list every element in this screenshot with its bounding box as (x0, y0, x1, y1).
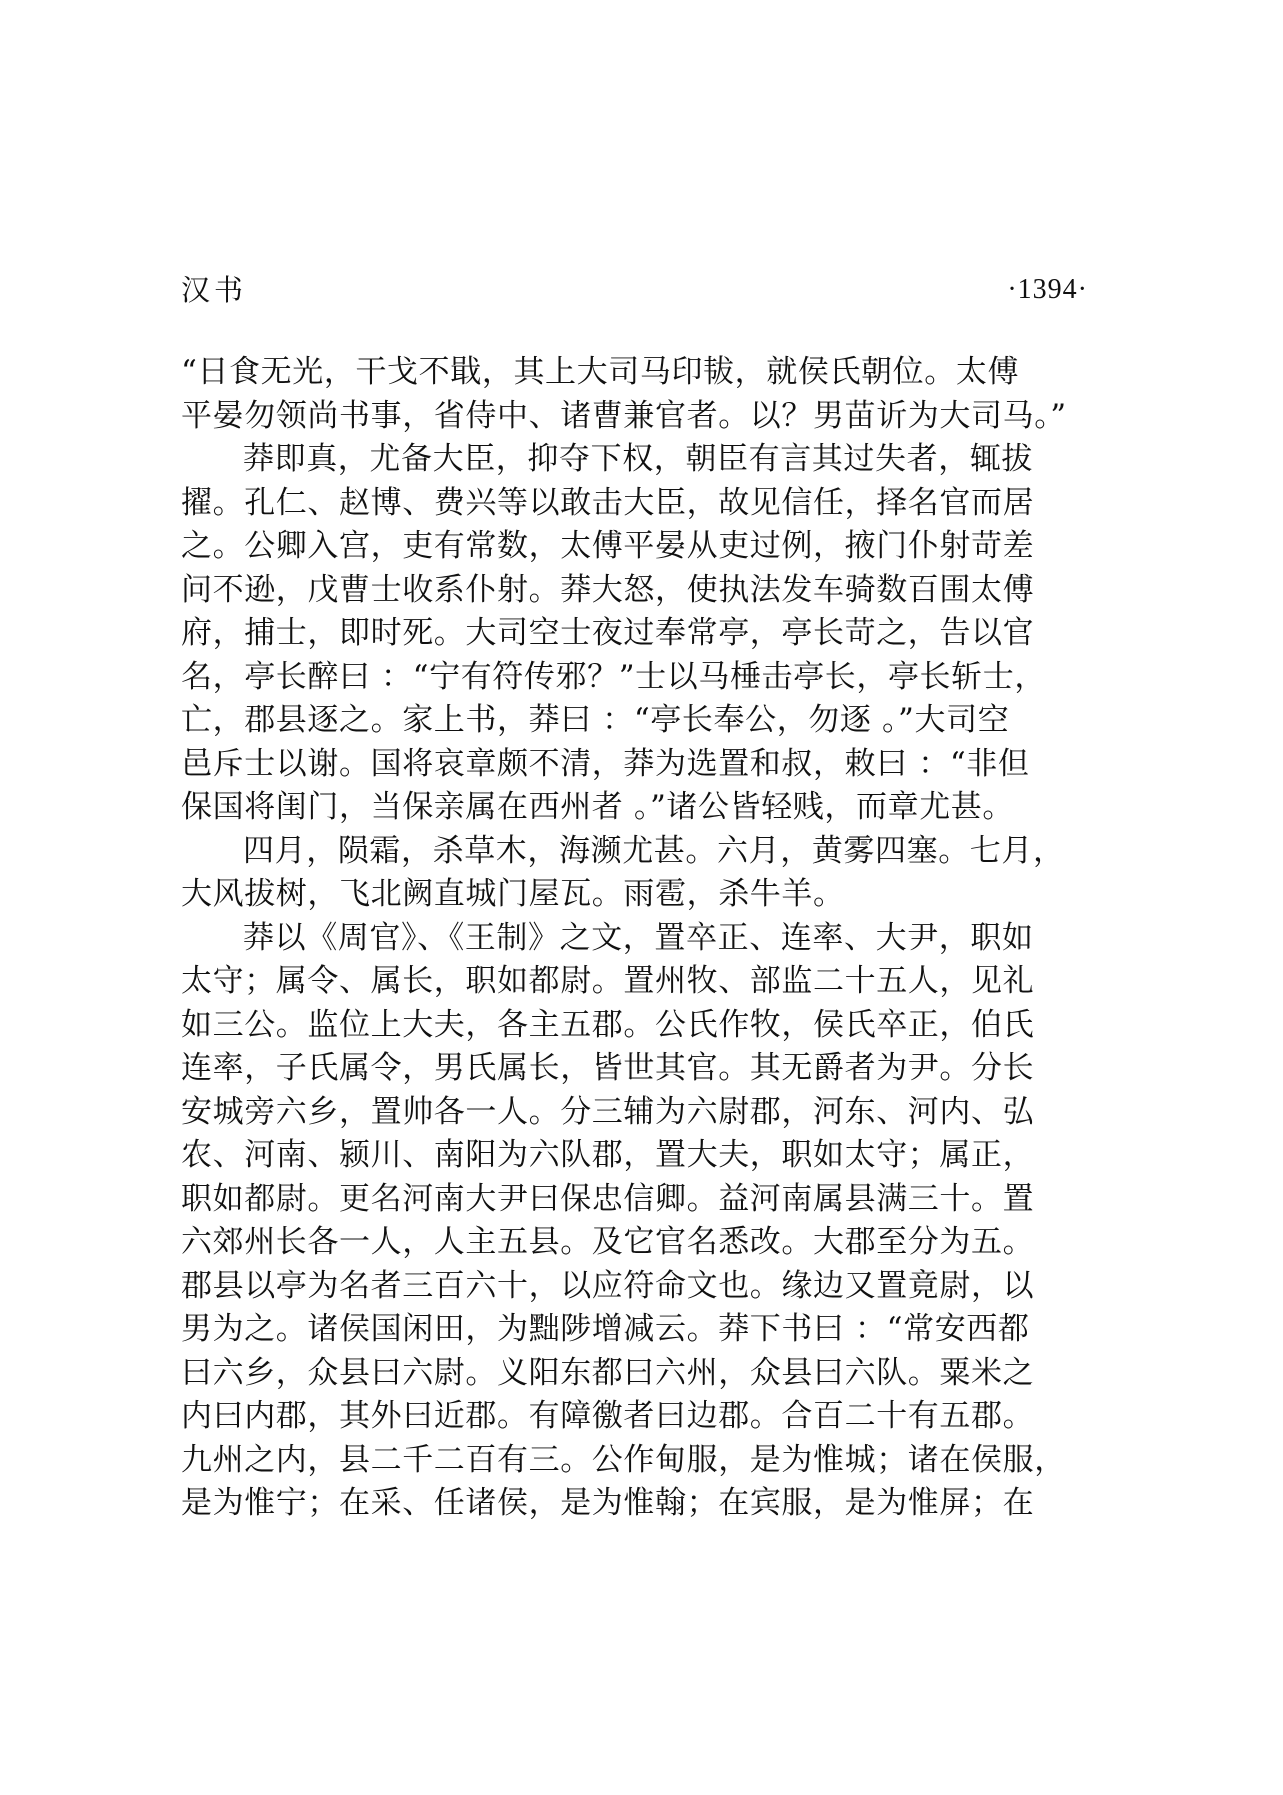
text-line: 太守；属令、属长，职如都尉。置州牧、部监二十五人，见礼 (181, 963, 1035, 999)
text-line: 如三公。监位上大夫，各主五郡。公氏作牧，侯氏卒正，伯氏 (181, 1006, 1035, 1043)
text-line: 内曰内郡，其外曰近郡。有障徼者曰边郡。合百二十有五郡。 (181, 1398, 1035, 1434)
text-line: 名，亭长醉曰 ：“宁有符传邪？”士以马棰击亭长，亭长斩士， (181, 658, 1046, 695)
text-line: “日食无光，干戈不戢，其上大司马印韨，就侯氏朝位。太傅 (181, 354, 1020, 390)
book-title: 汉书 (181, 273, 248, 307)
text-line: 连率，子氏属令，男氏属长，皆世其官。其无爵者为尹。分长 (181, 1050, 1035, 1086)
text-line: 四月，陨霜，杀草木，海濒尤甚。六月，黄雾四塞。七月， (243, 832, 1065, 869)
text-line: 农、河南、颍川、南阳为六队郡，置大夫，职如太守；属正， (181, 1137, 1035, 1173)
running-head (181, 270, 1088, 310)
text-line: 男为之。诸侯国闲田，为黜陟增减云。莽下书曰 ：“常安西都 (181, 1311, 1030, 1347)
text-line: 曰六乡，众县曰六尉。义阳东都曰六州，众县曰六队。粟米之 (181, 1354, 1035, 1391)
text-line: 问不逊，戊曹士收系仆射。莽大怒，使执法发车骑数百围太傅 (181, 571, 1035, 608)
text-line: 九州之内，县二千二百有三。公作甸服，是为惟城；诸在侯服， (181, 1441, 1066, 1478)
text-line: 职如都尉。更名河南大尹曰保忠信卿。益河南属县满三十。置 (181, 1180, 1035, 1217)
text-line: 平晏勿领尚书事，省侍中、诸曹兼官者。以？男苗䜣为大司马。” (181, 397, 1067, 434)
text-line: 六郊州长各一人，人主五县。及它官名悉改。大郡至分为五。 (181, 1224, 1035, 1260)
text-line: 莽以《周官》、《王制》之文，置卒正、连率、大尹，职如 (243, 919, 1034, 956)
text-line: 是为惟宁；在采、任诸侯，是为惟翰；在宾服，是为惟屏；在 (181, 1485, 1035, 1521)
page-number: ·1394· (1007, 274, 1088, 305)
body-text (181, 351, 1101, 1526)
text-line: 莽即真，尤备大臣，抑夺下权，朝臣有言其过失者，辄拔 (243, 441, 1033, 477)
text-line: 大风拔树，飞北阙直城门屋瓦。雨雹，杀牛羊。 (181, 876, 845, 912)
text-line: 府，捕士，即时死。大司空士夜过奉常亭，亭长苛之，告以官 (181, 615, 1035, 651)
text-line: 擢。孔仁、赵博、费兴等以敢击大臣，故见信任，择名官而居 (181, 484, 1035, 521)
text-line: 之。公卿入宫，吏有常数，太傅平晏从吏过例，掖门仆射苛差 (181, 528, 1035, 564)
text-line: 亡，郡县逐之。家上书，莽曰 ：“亭长奉公，勿逐 。”大司空 (181, 702, 1010, 738)
text-line: 邑斥士以谢。国将哀章颇不清，莽为选置和叔，敕曰 ：“非但 (181, 745, 1030, 782)
text-line: 郡县以亭为名者三百六十，以应符命文也。缘边又置竟尉，以 (181, 1267, 1035, 1304)
text-line: 保国将闺门，当保亲属在西州者 。”诸公皆轻贱，而章尤甚。 (181, 789, 1014, 825)
text-line: 安城旁六乡，置帅各一人。分三辅为六尉郡，河东、河内、弘 (181, 1093, 1035, 1130)
